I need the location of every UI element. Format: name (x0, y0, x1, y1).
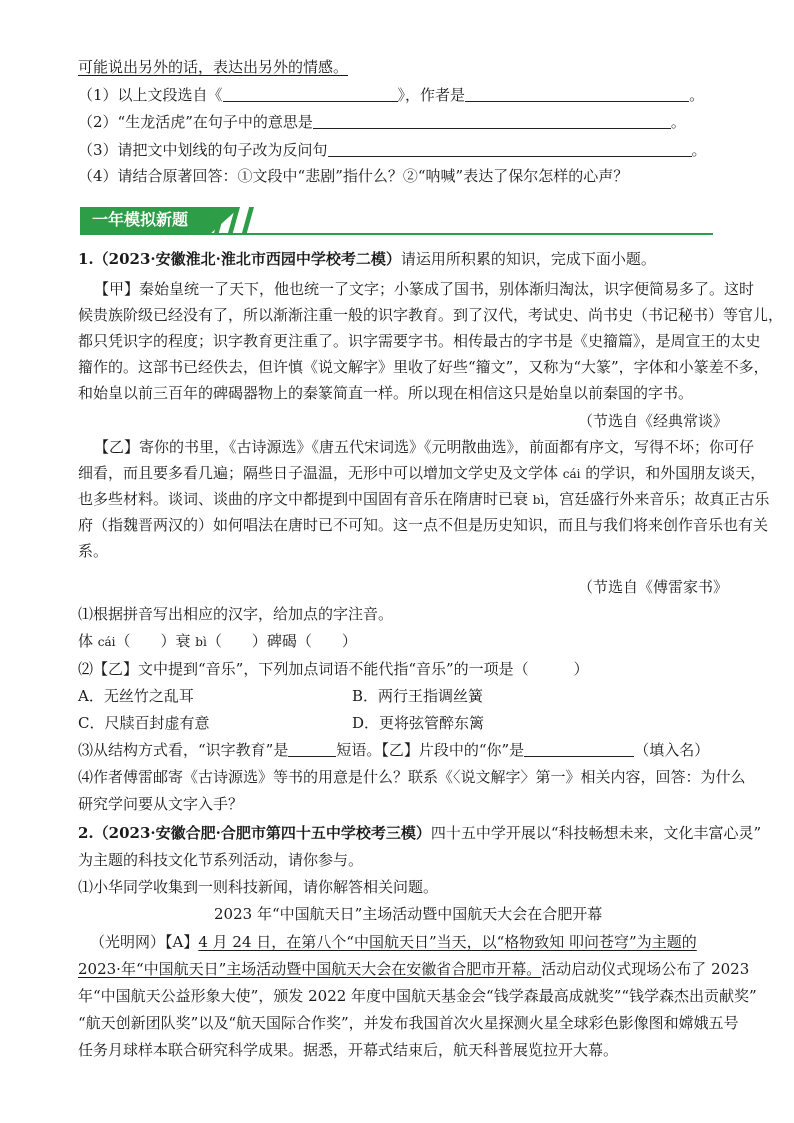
subq-2: ⑵【乙】文中提到“音乐”，下列加点词语不能代指“音乐”的一项是（ ） (78, 660, 589, 678)
news-line-1 (90, 932, 697, 952)
yi-line-2-b: 的学识，和外国朋友谈天， (580, 464, 766, 482)
jia-line-2: 候贵族阶级已经没有了，所以渐渐注重一般的识字教育。到了汉代，考试史、尚书史（书记秘书）等官儿， (78, 306, 784, 324)
news-title: 2023 年“中国航天日”主场活动暨中国航天大会在合肥开幕 (214, 905, 603, 923)
yi-source: （节选自《傅雷家书》 (578, 578, 729, 596)
banner-rule (80, 233, 713, 235)
subq-3-blank-2[interactable] (524, 742, 634, 757)
problem-2-heading (78, 823, 761, 843)
q3-blank[interactable] (328, 142, 692, 157)
news-line-4: “航天创新团队奖”以及“航天国际合作奖”，并发布我国首次火星探测火星全球彩色影像图和嫦娥五号 (78, 1014, 739, 1032)
subq-3-a: ⑶从结构方式看，“识字教育”是 (78, 741, 289, 759)
problem-1-heading (78, 249, 656, 269)
intro-line: 可能说出另外的话，表达出另外的情感。 (78, 58, 349, 76)
news-line-5: 任务月球样本联合研究科学成果。据悉，开幕式结束后，航天科普展览拉开大幕。 (78, 1041, 619, 1059)
question-2 (78, 112, 686, 132)
pinyin-cai: cái (562, 467, 581, 481)
fill-beijie: （ ）碑碣（ ） (206, 632, 357, 650)
problem-1-prompt: 请运用所积累的知识，完成下面小题。 (400, 250, 656, 268)
subq-1-fill (78, 631, 357, 652)
news-line-2 (78, 959, 749, 979)
banner-label: 一年模拟新题 (92, 210, 189, 229)
q2-blank[interactable] (313, 114, 671, 129)
q1-text-a: （1）以上文段选自《 (78, 86, 223, 104)
q2-end: 。 (670, 113, 686, 131)
news-source-tag: （光明网）【A】 (90, 933, 199, 951)
subq-3-b: 短语。【乙】片段中的“你”是 (336, 741, 525, 759)
jia-source: （节选自《经典常谈》 (578, 412, 729, 430)
subq-3-blank-1[interactable] (288, 742, 336, 757)
question-1 (78, 85, 704, 105)
subq-3-c: （填入名） (634, 741, 710, 759)
news-line-3: 年“中国航天公益形象大使”，颁发 2022 年度中国航天基金会“钱学森最高成就奖”“钱学森杰出贡献奖” (78, 987, 757, 1005)
problem-2-prompt: 四十五中学开展以“科技畅想未来，文化丰富心灵” (430, 824, 762, 842)
yi-line-2 (78, 463, 765, 484)
jia-line-1: 【甲】秦始皇统一了天下，他也统一了文字；小篆成了国书，别体渐归淘汰，识字便简易多了。这时 (94, 280, 755, 298)
jia-line-5: 和始皇以前三百年的碑碣器物上的秦篆简直一样。所以现在相信这只是始皇以前秦国的字书。 (78, 384, 694, 402)
yi-line-3 (78, 489, 769, 510)
subq-3 (78, 740, 709, 760)
fill-ti: 体 (78, 632, 98, 650)
problem-2-source: 2.（2023·安徽合肥·合肥市第四十五中学校考三模） (78, 824, 431, 842)
q1-blank-book[interactable] (223, 87, 398, 102)
option-a[interactable]: A．无丝竹之乱耳 (78, 687, 194, 705)
yi-line-1: 【乙】寄你的书里，《古诗源选》《唐五代宋词选》《元明散曲选》，前面都有序文，写得不坏；你可仔 (94, 438, 755, 456)
problem-2-line-2: 为主题的科技文化节系列活动，请你参与。 (78, 851, 364, 869)
subq-1: ⑴根据拼音写出相应的汉字，给加点的字注音。 (78, 605, 394, 623)
option-c[interactable]: C．尺牍百封虚有意 (78, 714, 210, 732)
subq-4-line-1: ⑷作者傅雷邮寄《古诗源选》等书的用意是什么？联系《〈说文解字〉第一》相关内容，回答：为什么 (78, 768, 746, 786)
banner-stripe-3 (242, 207, 254, 233)
yi-line-2-a: 细看，而且要多看几遍；隔些日子温温，无形中可以增加文学史及文学体 (78, 464, 563, 482)
yi-line-3-a: 也多些材料。谈词、谈曲的序文中都提到中国固有音乐在隋唐时已衰 (78, 490, 533, 508)
question-3 (78, 140, 707, 160)
news-underlined-2: 2023·年“中国航天日”主场活动暨中国航天大会在安徽省合肥市开幕。 (78, 960, 542, 978)
q3-text: （3）请把文中划线的句子改为反问句 (78, 141, 328, 159)
pinyin-bi: bì (532, 493, 545, 507)
section-banner (80, 207, 265, 233)
q2-text: （2）“生龙活虎”在句子中的意思是 (78, 113, 313, 131)
q1-blank-author[interactable] (465, 87, 689, 102)
fill-pinyin-cai: cái (97, 635, 116, 649)
problem-1-source: 1.（2023·安徽淮北·淮北市西园中学校考二模） (78, 250, 401, 268)
q1-end: 。 (689, 86, 705, 104)
jia-line-3: 都只凭识字的程度；识字教育更注重了。识字需要字书。相传最古的字书是《史籀篇》，是周宣王的太史 (78, 332, 761, 350)
news-underlined-1: 4 月 24 日，在第八个“中国航天日”当天，以“格物致知 叩问苍穹”为主题的 (198, 933, 697, 951)
q3-end: 。 (691, 141, 707, 159)
yi-line-4: 府（指魏晋两汉的）如何唱法在唐时已不可知。这一点不但是历史知识，而且与我们将来创作音乐也有关 (78, 516, 769, 534)
problem-2-subq-1: ⑴小华同学收集到一则科技新闻，请你解答相关问题。 (78, 878, 439, 896)
news-line-2-rest: 活动启动仪式现场公布了 2023 (541, 960, 750, 978)
jia-line-4: 籀作的。这部书已经佚去，但许慎《说文解字》里收了好些“籀文”，又称为“大篆”，字体和小篆差不多， (78, 358, 769, 376)
fill-shuai: （ ）衰 (115, 632, 196, 650)
question-4: （4）请结合原著回答：①文段中“悲剧”指什么？②“呐喊”表达了保尔怎样的心声？ (78, 167, 629, 185)
fill-pinyin-bi: bì (195, 635, 207, 649)
option-d[interactable]: D．更将弦管醉东篱 (352, 714, 485, 732)
yi-line-5: 系。 (78, 542, 109, 560)
yi-line-3-b: ，宫廷盛行外来音乐；故真正古乐 (544, 490, 770, 508)
q1-text-b: 》，作者是 (397, 86, 466, 104)
option-b[interactable]: B．两行王指调丝簧 (352, 687, 484, 705)
subq-4-line-2: 研究学问要从文字入手？ (78, 795, 244, 813)
